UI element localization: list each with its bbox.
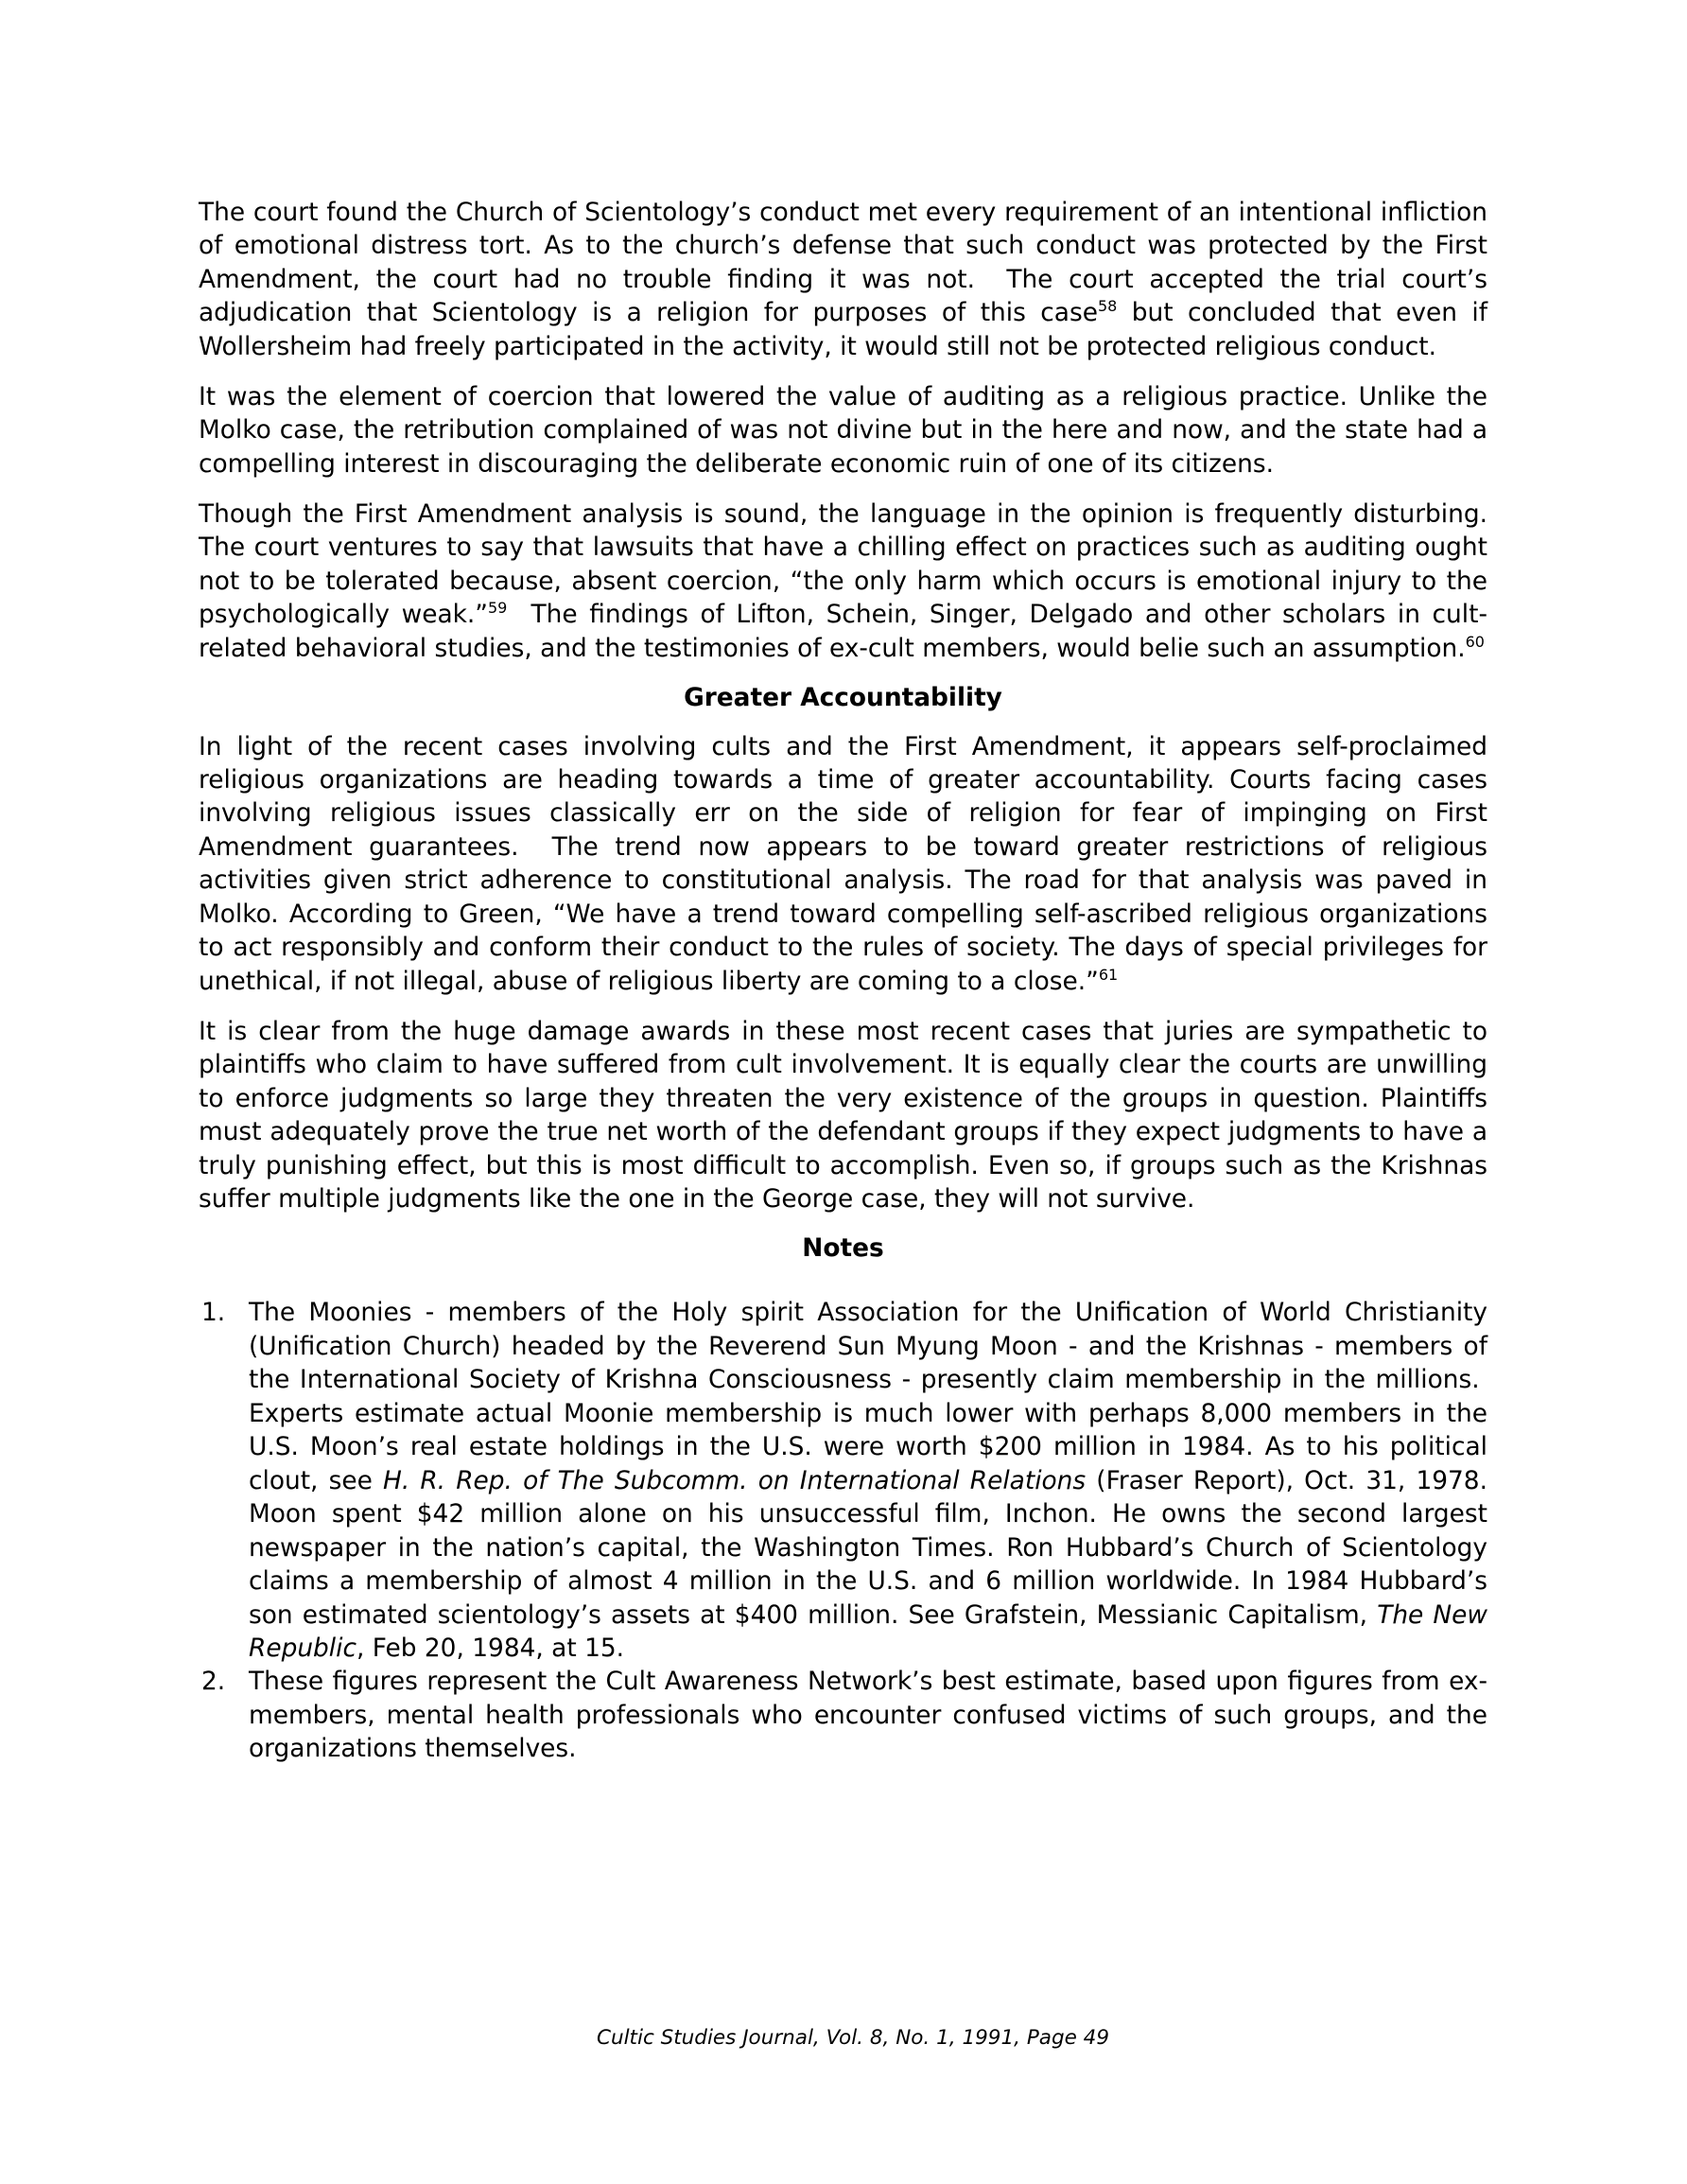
paragraph: In light of the recent cases involving cults and the First Amendment, it appears self-proclaimed religious organizations are heading towards a time of greater accountability. Courts facing cases involving religious issues classically err on the side of religion for fear of impinging on First Amendment guarantees. The trend now appears to be toward greater restrictions of religious activities given strict adherence to constitutional analysis. The road for that analysis was paved in Molko. According to Green, “We have a trend toward compelling self-ascribed religious organizations to act responsibly and conform their conduct to the rules of society. The days of special privileges for unethical, if not illegal, abuse of religious liberty are coming to a close.”$^{61}$ [199, 731, 1487, 996]
italic-citation: H. R. Rep. of The Subcomm. on International Relations [382, 1465, 1087, 1495]
page-body [199, 196, 1487, 1766]
notes-heading: Notes [802, 1232, 884, 1263]
greater-accountability-section [199, 730, 1487, 1216]
section-heading-greater-accountability: Greater Accountability [684, 682, 1002, 712]
paragraph: The court found the Church of Scientology’s conduct met every requirement of an intentional infliction of emotional distress tort. As to the church’s defense that such conduct was protected by the First Amendment, the court had no trouble finding it was not. The court accepted the trial court’s adjudication that Scientology is a religion for purposes of this case$^{58}$ but concluded that even if Wollersheim had freely participated in the activity, it would still not be protected religious conduct. [199, 198, 1487, 361]
footnote-reference: 59 [487, 599, 508, 618]
paragraph: It is clear from the huge damage awards in these most recent cases that juries are sympathetic to plaintiffs who claim to have suffered from cult involvement. It is equally clear the courts are unwilling to enforce judgments so large they threaten the very existence of the groups in question. Plaintiffs must adequately prove the true net worth of the defendant groups if they expect judgments to have a truly punishing effect, but this is most difficult to accomplish. Even so, if groups such as the Krishnas suffer multiple judgments like the one in the George case, they will not survive. [199, 1016, 1487, 1214]
note-text: The Moonies - members of the Holy spirit Association for the Unification of World Christianity (Unification Church) headed by the Reverend Sun Myung Moon - and the Krishnas - members of the International Society of Krishna Consciousness - presently claim membership in the millions. Experts estimate actual Moonie membership is much lower with perhaps 8,000 members in the U.S. Moon’s real estate holdings in the U.S. were worth $200 million in 1984. As to his political clout, see H. R. Rep. of The Subcomm. on International Relations (Fraser Report), Oct. 31, 1978. Moon spent $42 million alone on his unsuccessful film, Inchon. He owns the second largest newspaper in the nation’s capital, the Washington Times. Ron Hubbard’s Church of Scientology claims a membership of almost 4 million in the U.S. and 6 million worldwide. In 1984 Hubbard’s son estimated scientology’s assets at $400 million. See Grafstein, Messianic Capitalism, The New Republic, Feb 20, 1984, at 15. [249, 1298, 1487, 1663]
note-item [199, 1296, 1487, 1665]
paragraph: Though the First Amendment analysis is sound, the language in the opinion is frequently disturbing. The court ventures to say that lawsuits that have a chilling effect on practices such as auditing ought not to be tolerated because, absent coercion, “the only harm which occurs is emotional injury to the psychologically weak.”$^{59}$ The findings of Lifton, Schein, Singer, Delgado and other scholars in cult-related behavioral studies, and the testimonies of ex-cult members, would belie such an assumption.$^{60}$ [199, 498, 1487, 663]
footnote-reference: 58 [1097, 297, 1118, 316]
note-number: 1. [201, 1298, 226, 1328]
note-item [199, 1665, 1487, 1765]
footnote-reference: 61 [1098, 965, 1119, 984]
note-text: These figures represent the Cult Awareness Network’s best estimate, based upon figures from ex-members, mental health professionals who encounter confused victims of such groups, and the organizations themselves. [249, 1667, 1487, 1764]
intro-section [199, 196, 1487, 665]
italic-citation: The New Republic [249, 1599, 1487, 1663]
footnote-reference: 60 [1465, 632, 1485, 651]
note-number: 2. [201, 1667, 226, 1697]
page-footer: Cultic Studies Journal, Vol. 8, No. 1, 1991, Page 49 [596, 2026, 1110, 2050]
notes-list [199, 1296, 1487, 1765]
paragraph: It was the element of coercion that lowered the value of auditing as a religious practice. Unlike the Molko case, the retribution complained of was not divine but in the here and now, and the state had a compelling interest in discouraging the deliberate economic ruin of one of its citizens. [199, 381, 1487, 479]
